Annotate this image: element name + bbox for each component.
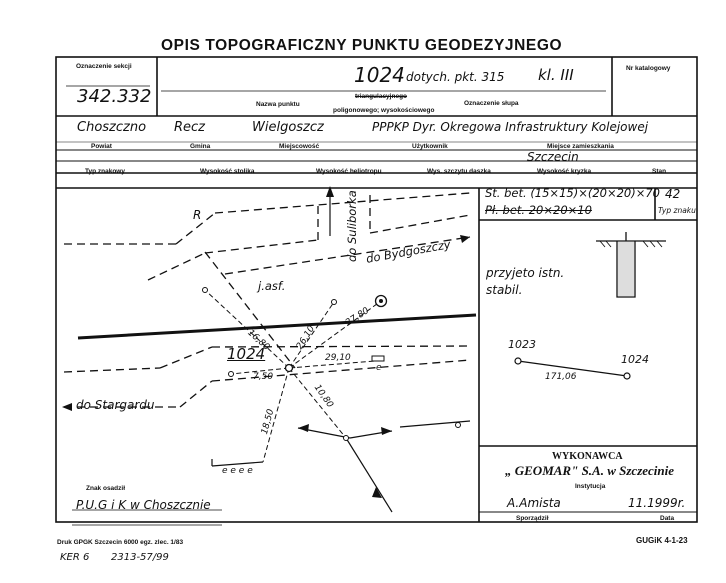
mark-line-2: Pł. bet. 20×20×10	[485, 203, 592, 217]
county-label: Powiat	[91, 143, 112, 150]
side-point-to: 1024	[621, 353, 649, 366]
residence-label: Miejsce zamieszkania	[547, 143, 614, 150]
road-suliborka: do Suliborka	[345, 190, 359, 262]
col-state: Stan	[652, 168, 667, 175]
col-tower-height: Wysokość kryzka	[537, 168, 592, 175]
sketch-letter-e: e	[376, 363, 382, 373]
pillar-label: Oznaczenie słupa	[464, 100, 519, 107]
sketch-letter-r: R	[193, 208, 202, 222]
mark-line-1: St. bet. (15×15)×(20×20)×70	[485, 186, 660, 200]
ker-number: 2313-57/99	[111, 552, 169, 563]
sheet-label: Oznaczenie sekcji	[76, 63, 132, 70]
contractor-heading: WYKONAWCA	[552, 451, 623, 462]
col-mark-type: Typ znakowy	[85, 168, 125, 175]
locality-label: Miejscowość	[279, 143, 320, 150]
user-city: Szczecin	[527, 150, 579, 164]
document-title: OPIS TOPOGRAFICZNY PUNKTU GEODEZYJNEGO	[161, 37, 563, 54]
point-name-label: Nazwa punktu	[256, 101, 300, 108]
commune-value: Recz	[174, 120, 206, 135]
sheet-value: 342.332	[77, 86, 152, 107]
network-type-bottom: poligonowego; wysokościowego	[333, 107, 435, 114]
dist-5: 7,50	[253, 372, 274, 382]
mark-number: 42	[665, 187, 681, 201]
county-value: Choszczno	[77, 120, 147, 135]
network-type-top: triangulacyjnego	[355, 93, 408, 100]
col-table-height: Wysokość stolika	[200, 168, 255, 175]
locality-value: Wielgoszcz	[252, 120, 324, 135]
dist-2: 26,10	[295, 324, 318, 352]
road-stargard: do Stargardu	[76, 398, 155, 412]
institution-label: Instytucja	[575, 483, 606, 490]
commune-label: Gmina	[190, 143, 211, 150]
user-label: Użytkownik	[412, 143, 448, 150]
road-surface: j.asf.	[258, 279, 286, 293]
point-number: 1024	[354, 63, 405, 87]
side-point-from: 1023	[508, 338, 536, 351]
survey-date: 11.1999r.	[628, 496, 686, 510]
dist-3: 16,80	[245, 328, 272, 353]
note-line-2: stabil.	[486, 283, 523, 297]
sketch-point-label: 1024	[227, 345, 266, 363]
catalog-label: Nr katalogowy	[626, 65, 671, 72]
mark-type-label: Typ znaku	[658, 206, 696, 215]
col-shaft-height: Wys. szczytu daszka	[427, 168, 491, 175]
dist-7: 18,50	[260, 408, 277, 436]
author-value: P.U.G i K w Choszcznie	[76, 498, 211, 512]
form-code: GUGiK 4-1-23	[636, 536, 688, 545]
note-line-1: przyjeto istn.	[486, 266, 565, 280]
point-note: dotych. pkt. 315	[406, 70, 505, 84]
col-heliotrope-height: Wysokość heliotropu	[316, 168, 382, 175]
date-label: Data	[660, 515, 675, 522]
contractor-company: „ GEOMAR" S.A. w Szczecinie	[505, 463, 675, 478]
surveyor-label: Sporządził	[516, 515, 549, 522]
road-bydgoszcz: do Bydgoszczy	[365, 237, 452, 266]
sketch-letters-row: e e e e	[222, 466, 253, 476]
dist-1: 27,80	[344, 305, 372, 329]
printer-note: Druk GPGK Szczecin 6000 egz. zlec. 1/83	[57, 539, 184, 546]
dist-4: 29,10	[325, 353, 351, 363]
surveyor-name: A.Amista	[507, 496, 561, 510]
dist-6: 10,80	[311, 383, 335, 410]
ker-label: KER 6	[60, 552, 90, 563]
author-label: Znak osadził	[86, 485, 126, 492]
side-distance: 171,06	[545, 372, 577, 382]
user-value: PPPKP Dyr. Okregowa Infrastruktury Kolejowej	[372, 120, 649, 134]
point-class: kl. III	[538, 66, 574, 84]
